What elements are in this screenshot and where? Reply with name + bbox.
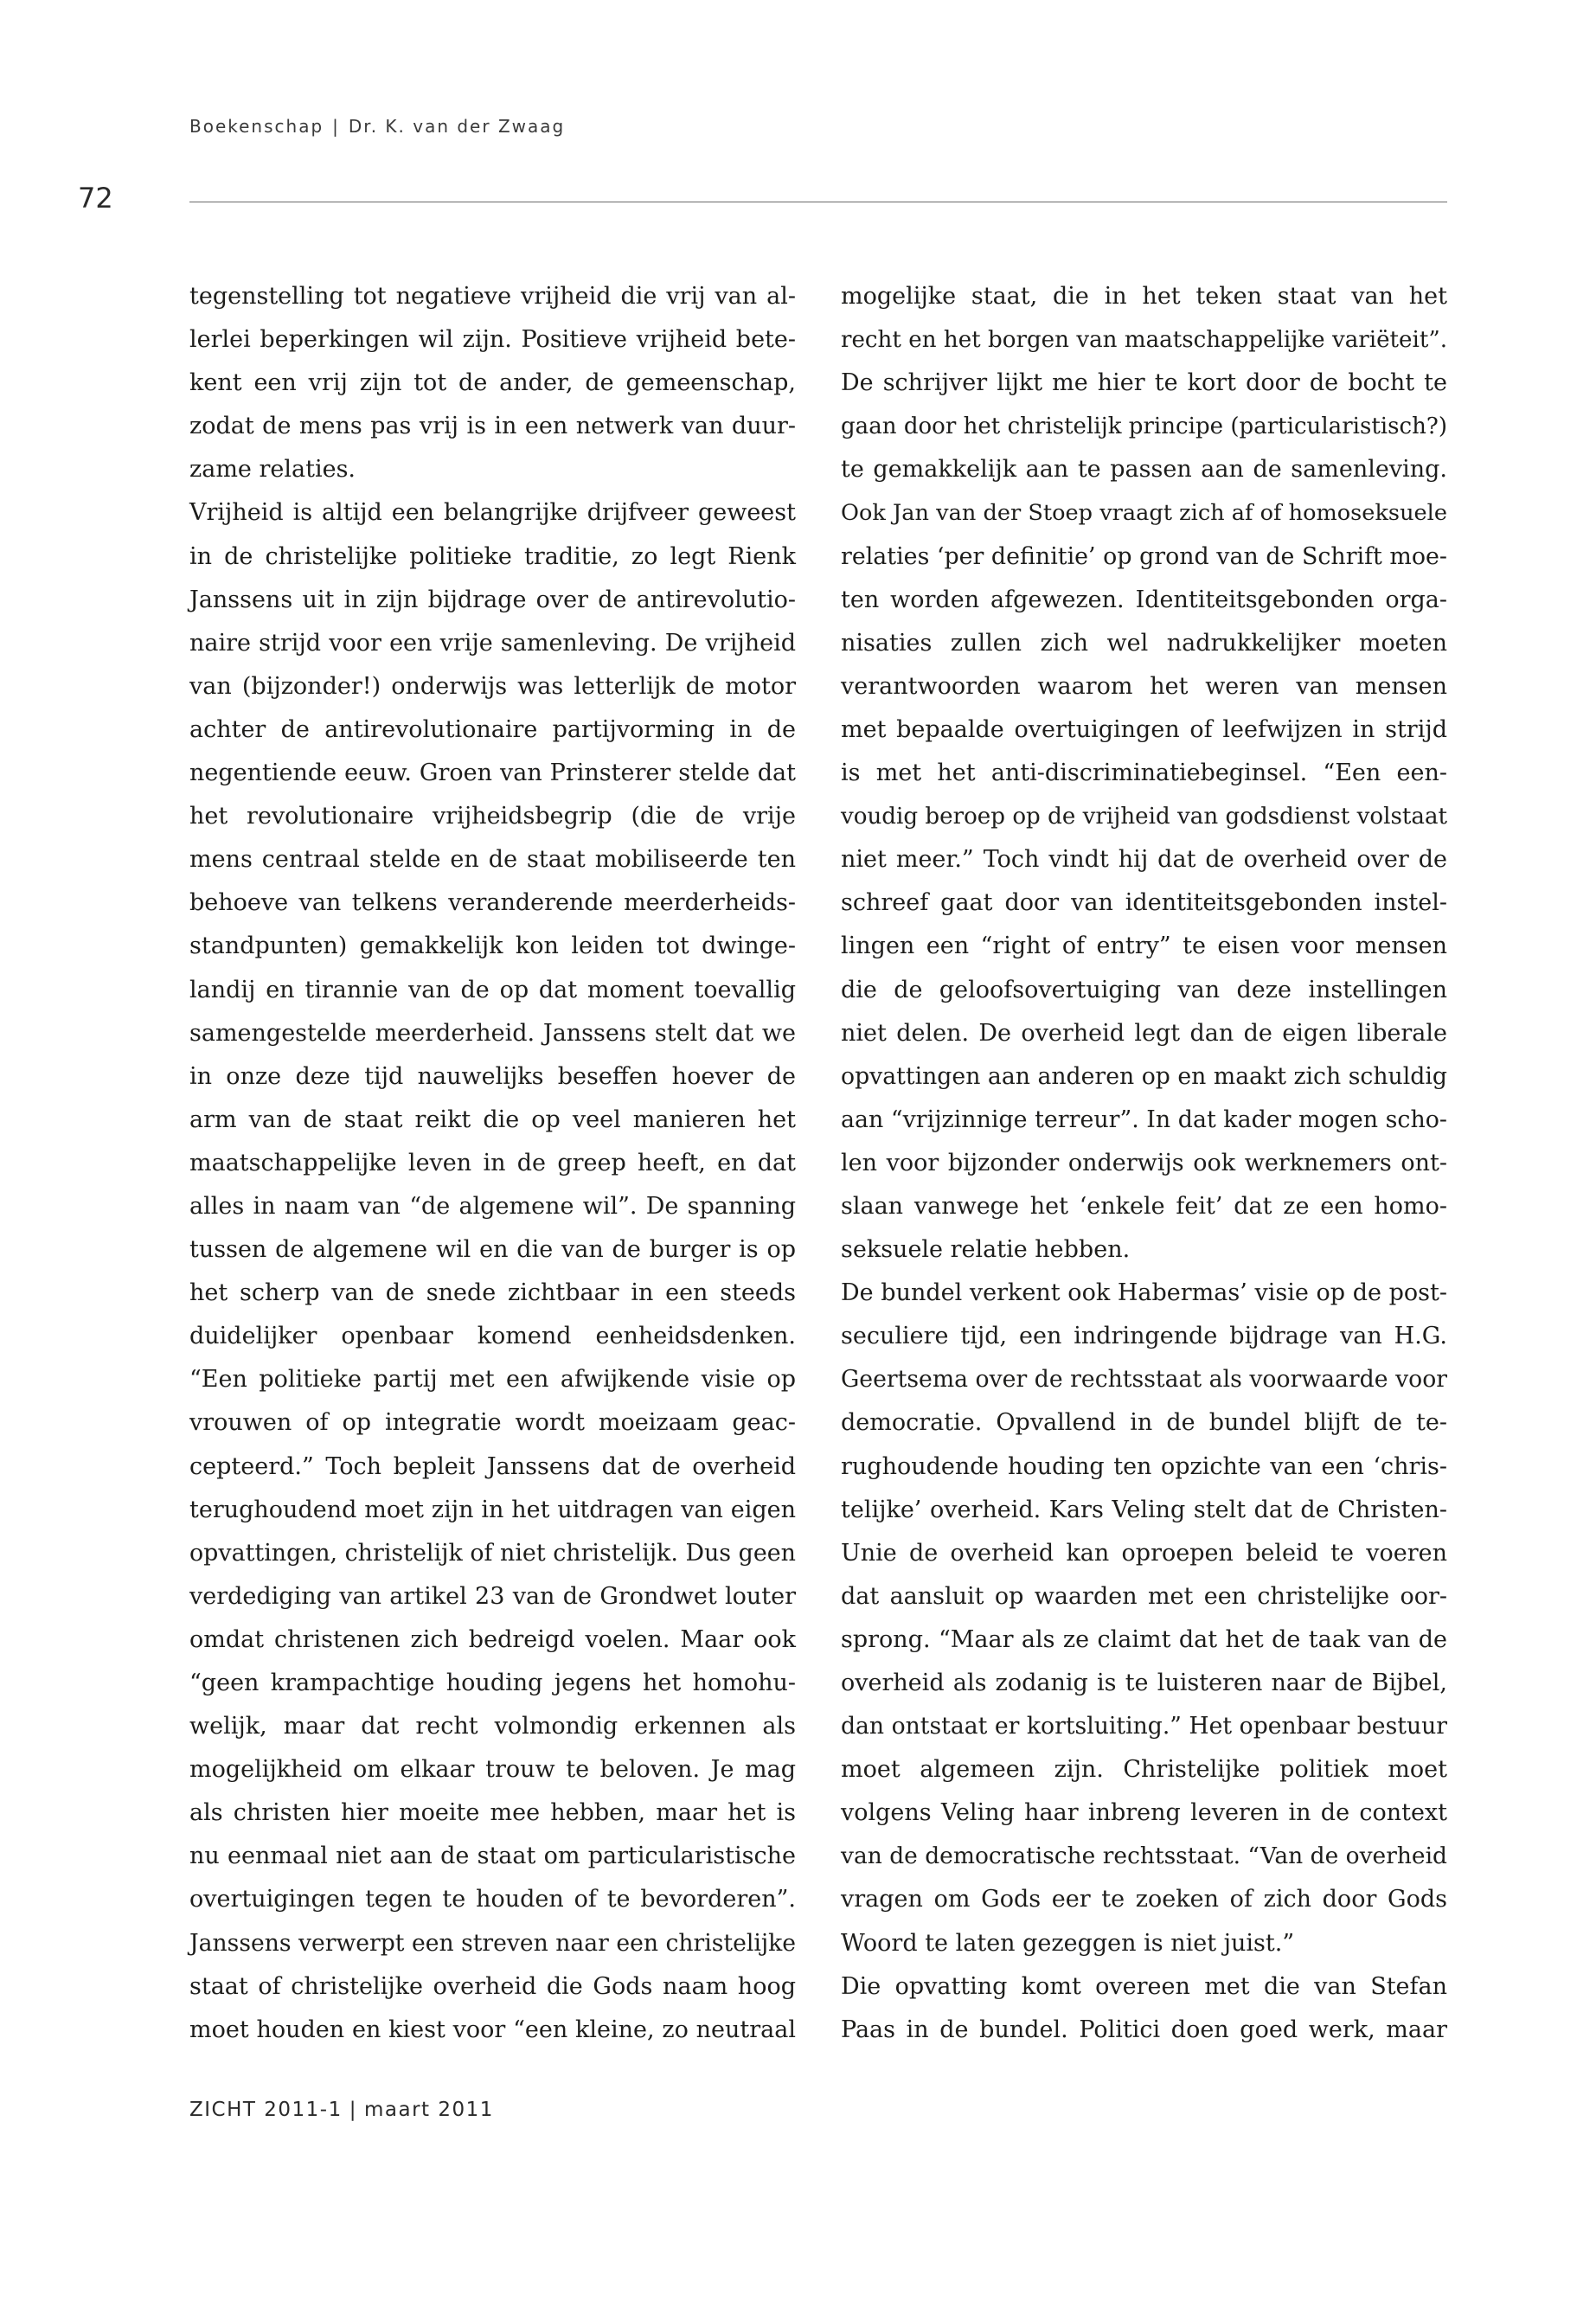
text-line: gaan door het christelijk principe (particularistisch?) xyxy=(841,413,1447,440)
text-line: relaties ‘per definitie’ op grond van de Schrift moe- xyxy=(841,542,1447,570)
text-line: staat of christelijke overheid die Gods naam hoog xyxy=(189,1972,796,2000)
text-line: Unie de overheid kan oproepen beleid te voeren xyxy=(841,1539,1447,1567)
text-line: rughoudende houding ten opzichte van een ‘chris- xyxy=(841,1452,1447,1480)
text-line: recht en het borgen van maatschappelijke variëteit”. xyxy=(841,327,1447,354)
text-line: moet algemeen zijn. Christelijke politiek moet xyxy=(841,1756,1447,1784)
text-line: verantwoorden waarom het weren van mensen xyxy=(841,672,1447,700)
text-line: voudig beroep op de vrijheid van godsdienst volstaat xyxy=(841,804,1447,830)
text-line: seculiere tijd, een indringende bijdrage van H.G. xyxy=(841,1323,1447,1350)
text-line: negentiende eeuw. Groen van Prinsterer stelde dat xyxy=(189,760,796,787)
text-line: landij en tirannie van de op dat moment toevallig xyxy=(189,976,796,1003)
left-column xyxy=(189,275,796,2052)
text-line: dat aansluit op waarden met een christelijke oor- xyxy=(841,1582,1447,1610)
text-line: aan “vrijzinnige terreur”. In dat kader mogen scho- xyxy=(841,1106,1447,1133)
text-line: te gemakkelijk aan te passen aan de samenleving. xyxy=(841,456,1447,484)
text-line: zodat de mens pas vrij is in een netwerk van duur- xyxy=(189,413,796,440)
text-line: Die opvatting komt overeen met die van Stefan xyxy=(841,1972,1447,2000)
text-line: moet houden en kiest voor “een kleine, zo neutraal xyxy=(189,2016,796,2043)
text-line: in de christelijke politieke traditie, zo legt Rienk xyxy=(189,542,796,570)
text-line: De schrijver lijkt me hier te kort door de bocht te xyxy=(841,369,1447,397)
text-line: zame relaties. xyxy=(189,456,356,484)
text-line: dan ontstaat er kortsluiting.” Het openbaar bestuur xyxy=(841,1713,1447,1740)
text-line: terughoudend moet zijn in het uitdragen van eigen xyxy=(189,1496,796,1523)
text-line: De bundel verkent ook Habermas’ visie op de post- xyxy=(841,1279,1447,1307)
text-line: standpunten) gemakkelijk kon leiden tot dwinge- xyxy=(189,933,796,960)
text-line: Woord te laten gezeggen is niet juist.” xyxy=(841,1929,1295,1957)
text-line: sprong. “Maar als ze claimt dat het de taak van de xyxy=(841,1625,1447,1653)
text-line: maatschappelijke leven in de greep heeft, en dat xyxy=(189,1149,796,1176)
text-line: achter de antirevolutionaire partijvorming in de xyxy=(189,715,796,743)
text-line: vragen om Gods eer te zoeken of zich door Gods xyxy=(841,1886,1447,1913)
text-line: democratie. Opvallend in de bundel blijft de te- xyxy=(841,1409,1447,1437)
text-line: die de geloofsovertuiging van deze instellingen xyxy=(841,976,1447,1003)
text-line: telijke’ overheid. Kars Veling stelt dat de Christen- xyxy=(841,1496,1447,1523)
text-line: alles in naam van “de algemene wil”. De spanning xyxy=(189,1192,796,1220)
text-line: mens centraal stelde en de staat mobiliseerde ten xyxy=(189,846,796,874)
text-line: schreef gaat door van identiteitsgebonden instel- xyxy=(841,889,1447,917)
text-line: mogelijkheid om elkaar trouw te beloven. Je mag xyxy=(189,1756,796,1784)
text-line: niet delen. De overheid legt dan de eigen liberale xyxy=(841,1019,1447,1047)
text-line: behoeve van telkens veranderende meerderheids- xyxy=(189,889,796,917)
text-line: lerlei beperkingen wil zijn. Positieve vrijheid bete- xyxy=(189,326,796,354)
footer-issue: ZICHT 2011-1 xyxy=(189,2099,343,2121)
text-line: naire strijd voor een vrije samenleving. De vrijheid xyxy=(189,629,796,657)
text-line: volgens Veling haar inbreng leveren in de context xyxy=(841,1799,1447,1827)
text-line: “Een politieke partij met een afwijkende visie op xyxy=(189,1366,796,1394)
text-line: mogelijke staat, die in het teken staat van het xyxy=(841,283,1447,310)
text-line: Ook Jan van der Stoep vraagt zich af of homoseksuele xyxy=(841,500,1447,527)
text-line: van de democratische rechtsstaat. “Van de overheid xyxy=(841,1843,1447,1870)
text-line: welijk, maar dat recht volmondig erkennen als xyxy=(189,1713,796,1740)
footer-date: maart 2011 xyxy=(363,2099,494,2121)
text-line: is met het anti-discriminatiebeginsel. “Een een- xyxy=(841,760,1447,787)
text-line: seksuele relatie hebben. xyxy=(841,1236,1131,1264)
text-line: vrouwen of op integratie wordt moeizaam geac- xyxy=(189,1409,796,1437)
text-line: kent een vrij zijn tot de ander, de gemeenschap, xyxy=(189,369,796,397)
running-head-author: Dr. K. van der Zwaag xyxy=(348,116,566,137)
text-line: “geen krampachtige houding jegens het homohu- xyxy=(189,1670,796,1696)
text-line: opvattingen aan anderen op en maakt zich schuldig xyxy=(841,1062,1447,1090)
text-line: slaan vanwege het ‘enkele feit’ dat ze een homo- xyxy=(841,1192,1447,1220)
text-line: in onze deze tijd nauwelijks beseffen hoever de xyxy=(189,1062,796,1090)
text-line: met bepaalde overtuigingen of leefwijzen in strijd xyxy=(841,715,1447,743)
footer xyxy=(189,2099,494,2121)
text-line: nisaties zullen zich wel nadrukkelijker moeten xyxy=(841,629,1447,657)
right-column xyxy=(841,275,1447,2052)
text-line: nu eenmaal niet aan de staat om particularistische xyxy=(189,1843,796,1870)
running-head-separator: | xyxy=(332,116,340,137)
text-line: Paas in de bundel. Politici doen goed werk, maar xyxy=(841,2016,1447,2043)
text-line: overheid als zodanig is te luisteren naar de Bijbel, xyxy=(841,1670,1447,1696)
text-line: arm van de staat reikt die op veel manieren het xyxy=(189,1106,796,1133)
text-line: Janssens uit in zijn bijdrage over de antirevolutio- xyxy=(189,586,796,613)
text-line: samengestelde meerderheid. Janssens stelt dat we xyxy=(189,1019,796,1047)
text-line: verdediging van artikel 23 van de Grondwet louter xyxy=(189,1582,796,1610)
text-line: van (bijzonder!) onderwijs was letterlijk de motor xyxy=(189,672,796,700)
text-line: lingen een “right of entry” te eisen voor mensen xyxy=(841,933,1447,960)
text-line: duidelijker openbaar komend eenheidsdenken. xyxy=(189,1323,796,1350)
text-line: cepteerd.” Toch bepleit Janssens dat de overheid xyxy=(189,1452,796,1480)
text-line: omdat christenen zich bedreigd voelen. Maar ook xyxy=(189,1625,796,1653)
footer-separator: | xyxy=(349,2099,357,2121)
text-line: Vrijheid is altijd een belangrijke drijfveer geweest xyxy=(189,499,796,527)
text-line: opvattingen, christelijk of niet christelijk. Dus geen xyxy=(189,1539,796,1567)
running-head-section: Boekenschap xyxy=(189,116,324,137)
page-number: 72 xyxy=(78,182,113,215)
text-line: len voor bijzonder onderwijs ook werknemers ont- xyxy=(841,1149,1447,1176)
text-line: als christen hier moeite mee hebben, maar het is xyxy=(189,1799,796,1827)
text-line: tussen de algemene wil en die van de burger is op xyxy=(189,1236,796,1264)
text-line: niet meer.” Toch vindt hij dat de overheid over de xyxy=(841,846,1447,874)
text-line: het revolutionaire vrijheidsbegrip (die de vrije xyxy=(189,803,796,830)
text-line: Geertsema over de rechtsstaat als voorwaarde voor xyxy=(841,1366,1447,1394)
running-head xyxy=(189,116,565,137)
text-line: tegenstelling tot negatieve vrijheid die vrij van al- xyxy=(189,283,796,310)
text-line: Janssens verwerpt een streven naar een christelijke xyxy=(189,1929,796,1957)
text-line: overtuigingen tegen te houden of te bevorderen”. xyxy=(189,1886,796,1913)
text-line: het scherp van de snede zichtbaar in een steeds xyxy=(189,1279,796,1307)
text-line: ten worden afgewezen. Identiteitsgebonden orga- xyxy=(841,586,1447,613)
